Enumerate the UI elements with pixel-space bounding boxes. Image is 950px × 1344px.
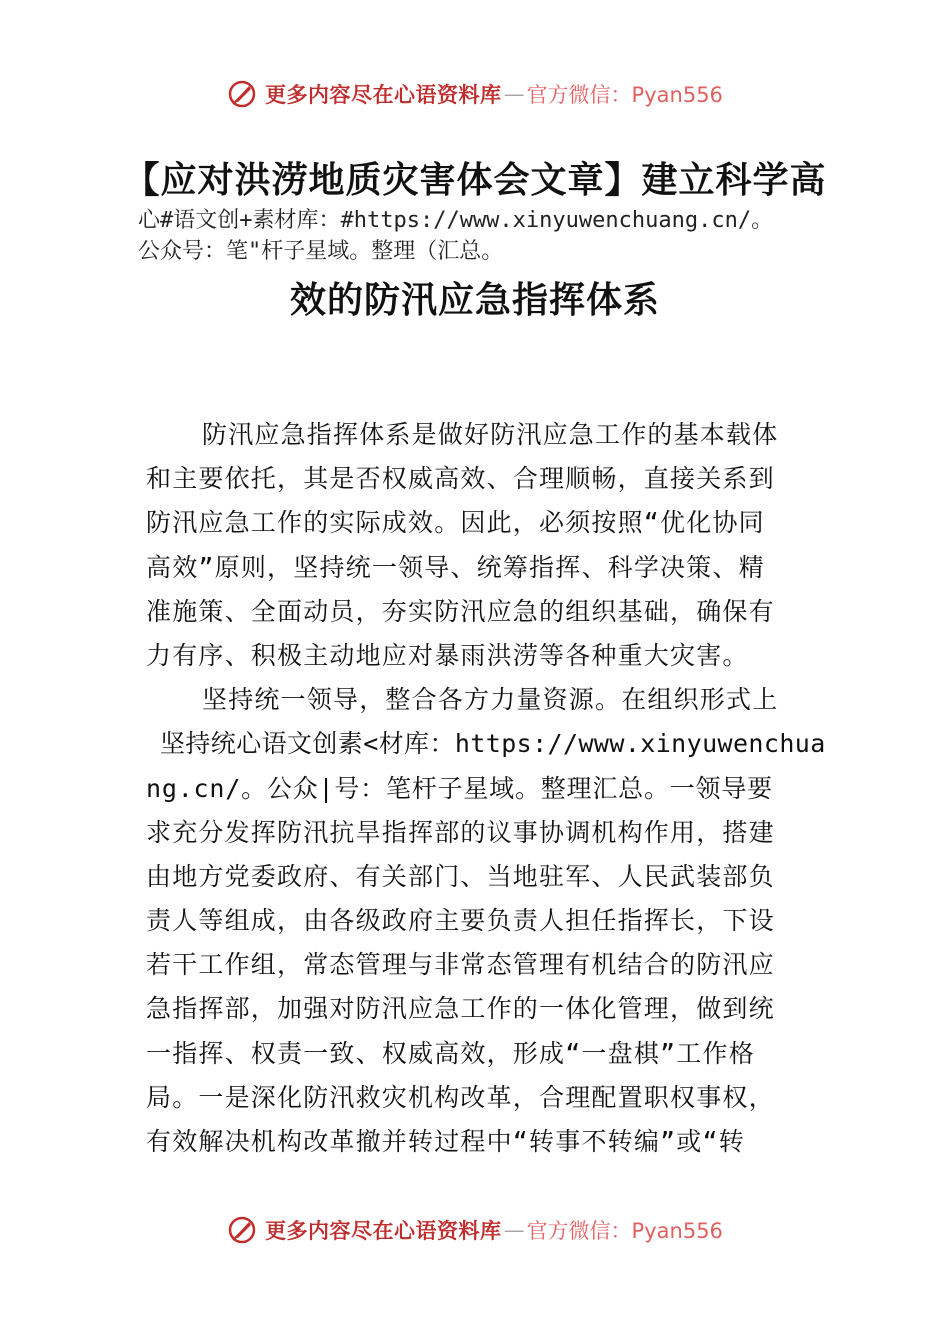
text-line: 由地方党委政府、有关部门、当地驻军、人民武装部负	[146, 861, 775, 891]
paragraph-2	[146, 678, 826, 1164]
text-line: 高效”原则，坚持统一领导、统筹指挥、科学决策、精	[146, 552, 765, 582]
banner-contact-text: 官方微信：Pyan556	[526, 1219, 723, 1243]
text-line: 坚持统心语文创素<材库：https://www.xinyuwenchua	[160, 729, 826, 759]
quill-logo-icon	[227, 79, 257, 109]
header-banner	[0, 74, 950, 114]
document-title-line2: 效的防汛应急指挥体系	[289, 280, 660, 321]
banner-separator: —	[503, 1218, 525, 1242]
text-line: 求充分发挥防汛抗旱指挥部的议事协调机构作用，搭建	[146, 817, 775, 847]
document-title-line1: 【应对洪涝地质灾害体会文章】建立科学高	[123, 160, 827, 201]
text-line: 若干工作组，常态管理与非常态管理有机结合的防汛应	[146, 950, 775, 980]
banner-brand-text: 更多内容尽在心语资料库	[265, 83, 502, 107]
text-line: 和主要依托，其是否权威高效、合理顺畅，直接关系到	[146, 464, 775, 494]
footer-banner	[0, 1210, 950, 1250]
text-line: 急指挥部，加强对防汛应急工作的一体化管理，做到统	[146, 994, 775, 1024]
text-line: 有效解决机构改革撤并转过程中“转事不转编”或“转	[146, 1127, 745, 1156]
banner-brand-text: 更多内容尽在心语资料库	[265, 1219, 502, 1243]
watermark-line2: 公众号：笔"杆子星域。整理（汇总。	[138, 239, 504, 264]
text-line: 防汛应急指挥体系是做好防汛应急工作的基本载体	[202, 420, 779, 449]
banner-separator: —	[503, 82, 525, 106]
text-line: 坚持统一领导，整合各方力量资源。在组织形式上	[202, 685, 779, 715]
text-line: 力有序、积极主动地应对暴雨洪涝等各种重大灾害。	[146, 640, 749, 670]
watermark-line1: 心#语文创+素材库：#https://www.xinyuwenchuang.cn/。	[138, 208, 774, 233]
body-text	[146, 413, 826, 1164]
text-line: 防汛应急工作的实际成效。因此，必须按照“优化协同	[146, 508, 765, 538]
banner-contact-text: 官方微信：Pyan556	[526, 83, 723, 107]
text-line: 责人等组成，由各级政府主要负责人担任指挥长，下设	[146, 906, 775, 936]
quill-logo-icon	[227, 1215, 257, 1245]
text-line: ng.cn/。公众|号：笔杆子星域。整理汇总。一领导要	[146, 773, 773, 803]
text-line: 一指挥、权责一致、权威高效，形成“一盘棋”工作格	[146, 1038, 755, 1068]
paragraph-1	[146, 413, 808, 678]
text-line: 局。一是深化防汛救灾机构改革，合理配置职权事权，	[146, 1082, 775, 1112]
text-line: 准施策、全面动员，夯实防汛应急的组织基础，确保有	[146, 596, 775, 626]
